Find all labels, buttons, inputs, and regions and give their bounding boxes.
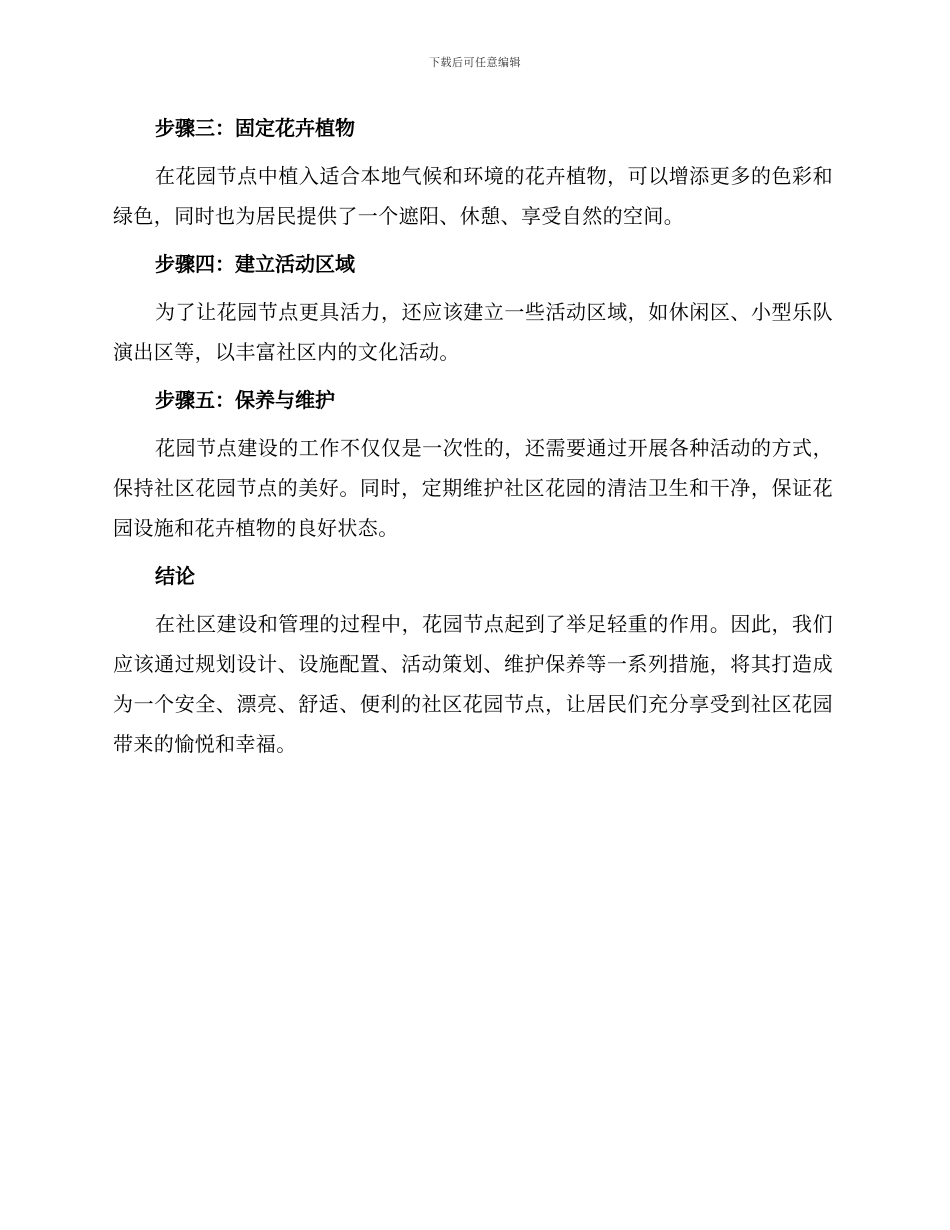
document-body [113, 108, 833, 772]
section-paragraph-step-5: 花园节点建设的工作不仅仅是一次性的，还需要通过开展各种活动的方式，保持社区花园节点的美好。同时，定期维护社区花园的清洁卫生和干净，保证花园设施和花卉植物的良好状态。 [113, 436, 833, 540]
section-paragraph-step-4: 为了让花园节点更具活力，还应该建立一些活动区域，如休闲区、小型乐队演出区等，以丰富社区内的文化活动。 [113, 300, 833, 364]
section-paragraph-step-3: 在花园节点中植入适合本地气候和环境的花卉植物，可以增添更多的色彩和绿色，同时也为居民提供了一个遮阳、休憩、享受自然的空间。 [113, 164, 833, 228]
section-paragraph-conclusion: 在社区建设和管理的过程中，花园节点起到了举足轻重的作用。因此，我们应该通过规划设计、设施配置、活动策划、维护保养等一系列措施，将其打造成为一个安全、漂亮、舒适、便利的社区花园节点，让居民们充分享受到社区花园带来的愉悦和幸福。 [113, 612, 833, 756]
section-heading-step-5: 步骤五：保养与维护 [155, 388, 335, 412]
section-heading-step-4: 步骤四：建立活动区域 [155, 252, 355, 276]
page-header: 下载后可任意编辑 [429, 56, 521, 69]
section-heading-conclusion: 结论 [155, 564, 195, 588]
section-heading-step-3: 步骤三：固定花卉植物 [155, 116, 355, 140]
